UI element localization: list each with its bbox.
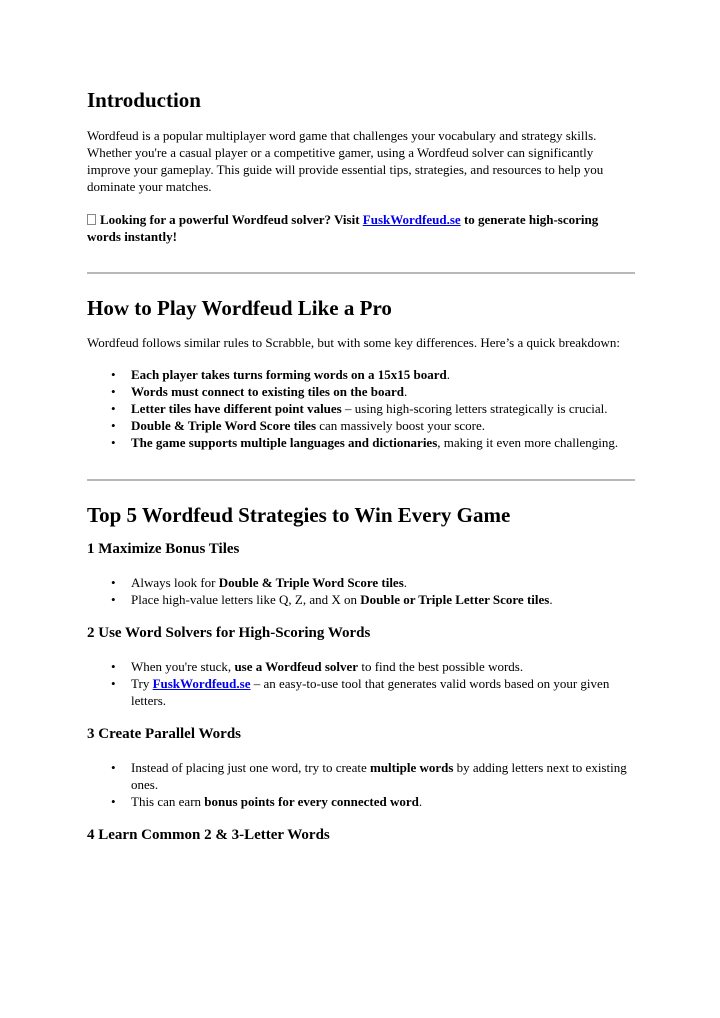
intro-cta: [87, 211, 635, 245]
strategies-heading: Top 5 Wordfeud Strategies to Win Every Game: [87, 503, 511, 527]
list-item: • Each player takes turns forming words on a 15x15 board.: [131, 366, 635, 383]
document-content: [87, 87, 635, 845]
list-item: • Always look for Double & Triple Word Score tiles.: [131, 574, 635, 591]
list-item: • Double & Triple Word Score tiles can massively boost your score.: [131, 417, 635, 434]
howto-paragraph: Wordfeud follows similar rules to Scrabble, but with some key differences. Here’s a quick breakdown:: [87, 335, 621, 350]
cta-text-before: Looking for a powerful Wordfeud solver? Visit: [100, 212, 363, 227]
list-item: • Letter tiles have different point values – using high-scoring letters strategically is crucial.: [131, 400, 635, 417]
strategy-1-heading: 1 Maximize Bonus Tiles: [87, 541, 240, 557]
howto-list: [87, 366, 635, 451]
intro-heading: Introduction: [87, 88, 201, 112]
missing-glyph-icon: [87, 214, 96, 225]
strategy-4-heading: 4 Learn Common 2 & 3-Letter Words: [87, 827, 330, 843]
intro-paragraph: Wordfeud is a popular multiplayer word game that challenges your vocabulary and strategy skills. Whether you're a casual player or a competitive gamer, using a Wordfeud solver can significantly improve your gameplay. This guide will provide essential tips, strategies, and resources to help you dominate your matches.: [87, 128, 604, 194]
strategy-3-heading: 3 Create Parallel Words: [87, 726, 241, 742]
list-item: • The game supports multiple languages and dictionaries, making it even more challenging.: [131, 434, 635, 451]
list-item: • Try FuskWordfeud.se – an easy-to-use tool that generates valid words based on your given letters.: [131, 675, 635, 709]
divider: [87, 479, 635, 481]
strategy-3-list: [87, 759, 635, 810]
list-item: • When you're stuck, use a Wordfeud solver to find the best possible words.: [131, 658, 635, 675]
strategy-1-list: [87, 574, 635, 608]
list-item: • Instead of placing just one word, try to create multiple words by adding letters next to existing ones.: [131, 759, 635, 793]
divider: [87, 272, 635, 274]
cta-text-after: to generate high-scoring words instantly!: [87, 212, 599, 244]
fuskwordfeud-link[interactable]: FuskWordfeud.se: [362, 212, 461, 227]
list-item: • Place high-value letters like Q, Z, and X on Double or Triple Letter Score tiles.: [131, 591, 635, 608]
list-item: • This can earn bonus points for every connected word.: [131, 793, 635, 810]
strategy-2-heading: 2 Use Word Solvers for High-Scoring Words: [87, 625, 371, 641]
howto-heading: How to Play Wordfeud Like a Pro: [87, 296, 392, 320]
list-item: • Words must connect to existing tiles on the board.: [131, 383, 635, 400]
strategy-2-list: [87, 658, 635, 709]
fuskwordfeud-link[interactable]: FuskWordfeud.se: [152, 676, 251, 691]
